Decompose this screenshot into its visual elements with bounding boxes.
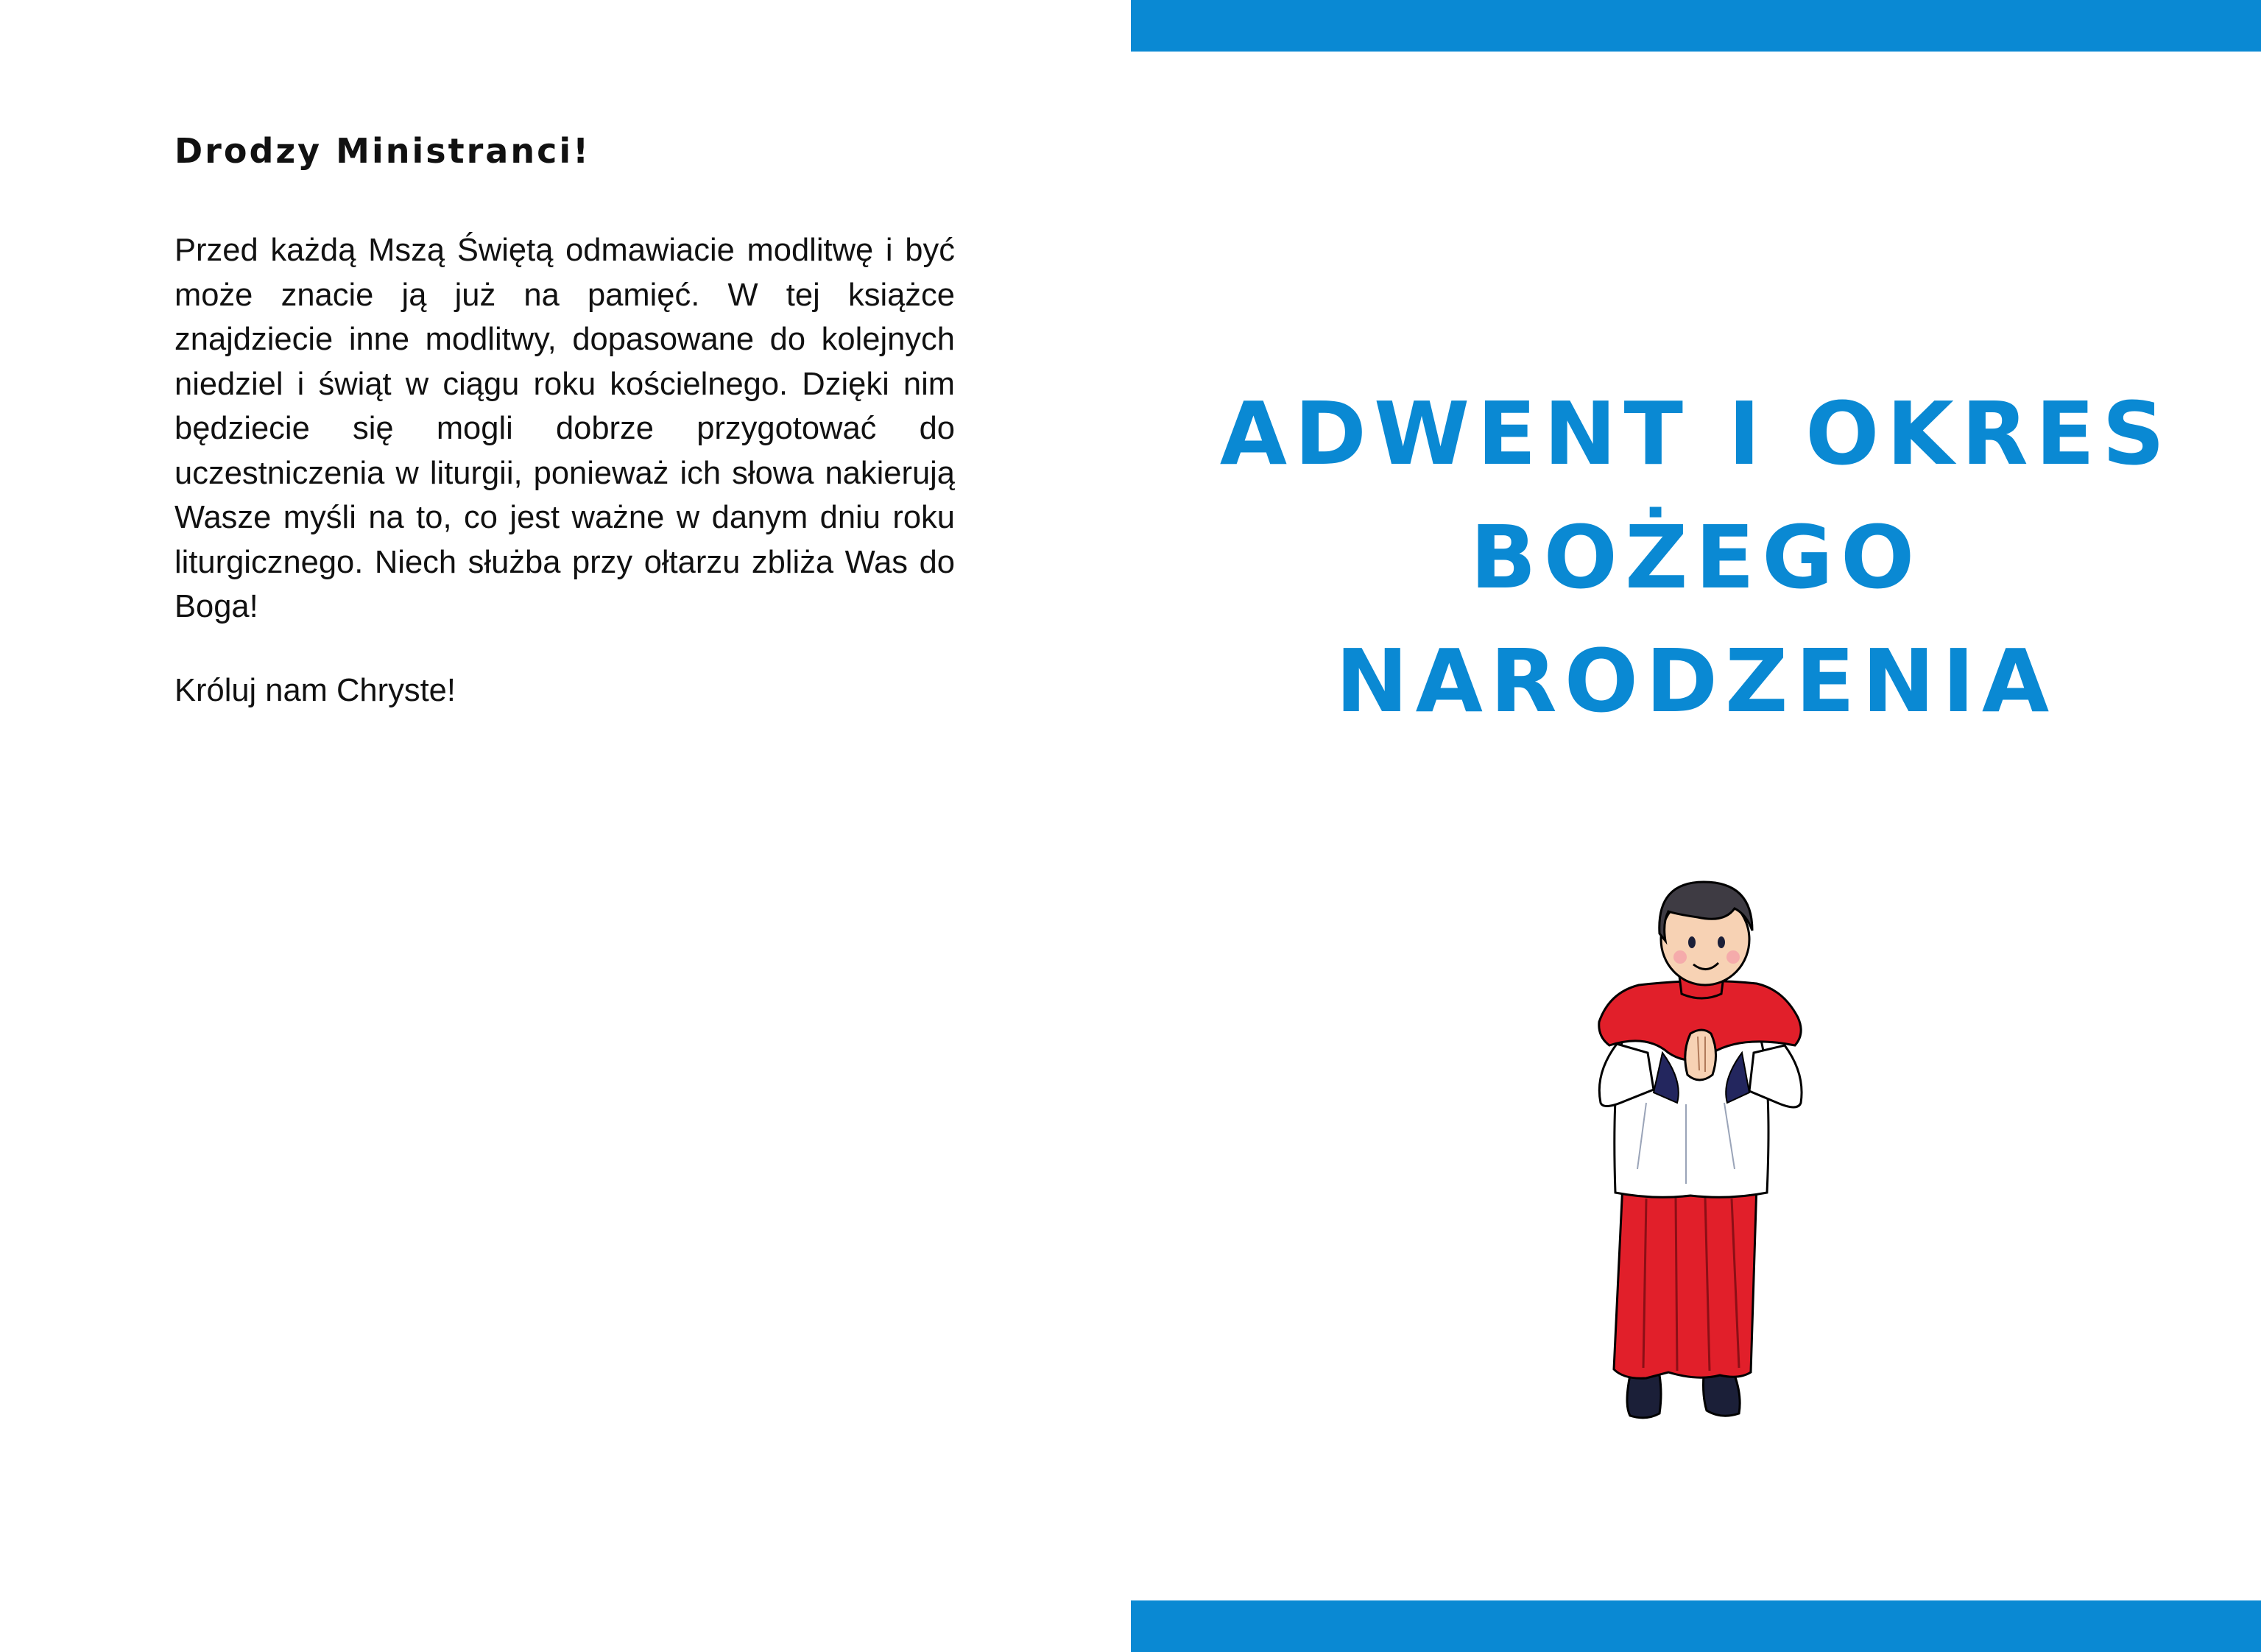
top-blue-band xyxy=(1131,0,2261,52)
closing-text: Króluj nam Chryste! xyxy=(174,673,456,708)
introduction-text: Przed każdą Mszą Świętą odmawiacie modlitwę i być może znacie ją już na pamięć. W tej książce znajdziecie inne modlitwy, dopasowane do kolejnych niedziel i świąt w ciągu roku kościelnego. Dzięki nim będziecie się mogli dobrze przygotować do uczestniczenia w liturgii, ponieważ ich słowa nakierują Wasze myśli na to, co jest ważne w danym dniu roku liturgicznego. Niech służba przy ołtarzu zbliża Was do Boga! xyxy=(174,233,955,624)
greeting-heading: Drodzy Ministranci! xyxy=(174,131,591,171)
section-title-line-1: ADWENT I OKRES xyxy=(1219,383,2173,484)
bottom-blue-band xyxy=(1131,1600,2261,1652)
cassock xyxy=(1614,1184,1757,1378)
right-page xyxy=(1131,0,2261,1652)
section-title-line-2: BOŻEGO NARODZENIA xyxy=(1335,506,2057,732)
shoes xyxy=(1627,1375,1740,1418)
head xyxy=(1659,882,1752,985)
altar-boy-illustration xyxy=(1595,860,1808,1428)
hands xyxy=(1685,1030,1716,1080)
section-title xyxy=(1131,372,2261,743)
